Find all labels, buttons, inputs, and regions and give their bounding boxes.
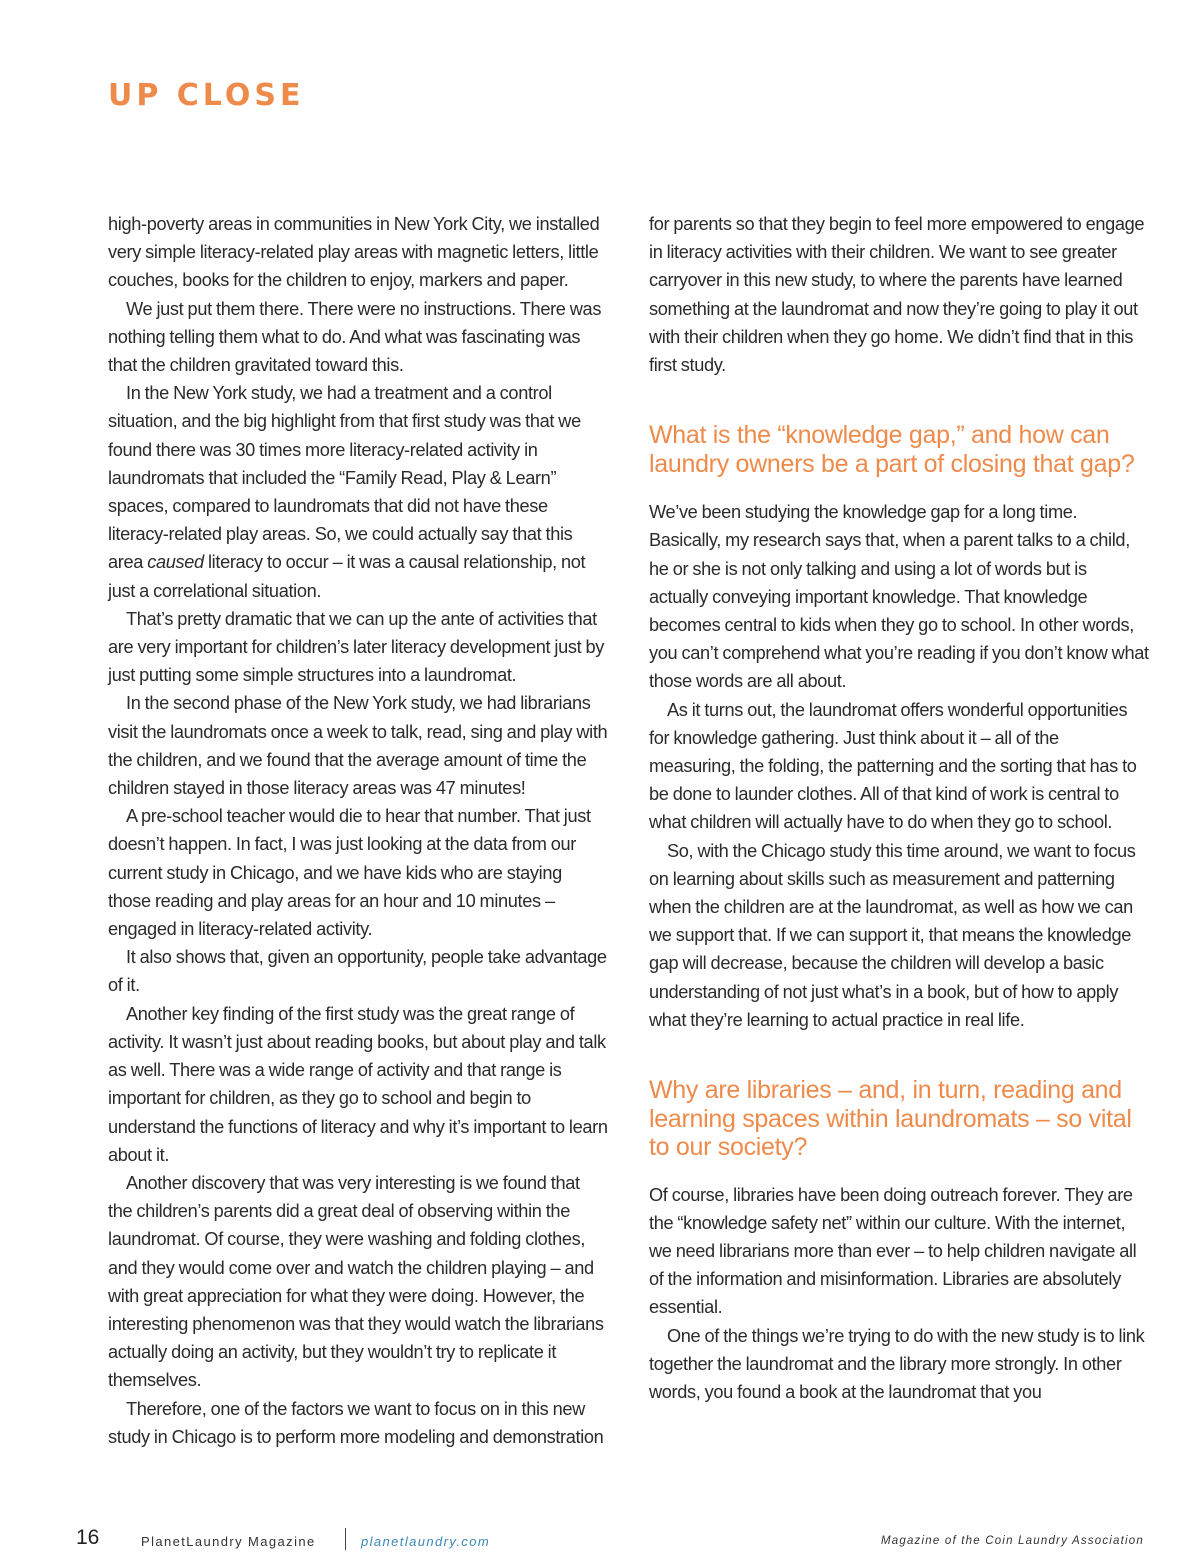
paragraph: for parents so that they begin to feel more empowered to engage in literacy activities with their children. We want to see greater carryover in this new study, to where the parents have learned something at the laundromat and now they’re going to play it out with their children when they go home. We didn’t find that in this first study. xyxy=(649,214,1145,376)
footer-divider xyxy=(345,1528,346,1550)
paragraph xyxy=(108,379,608,605)
paragraph: As it turns out, the laundromat offers wonderful opportunities for knowledge gathering. Just think about it – all of the measuring, the folding, the patterning and the sorting that has to be done to launder clothes. All of that kind of work is central to what children will actually have to do when they go to school. xyxy=(649,699,1137,833)
page-number: 16 xyxy=(76,1526,100,1549)
association-credit: Magazine of the Coin Laundry Association xyxy=(880,1535,1144,1547)
paragraph: In the second phase of the New York study, we had librarians visit the laundromats once a week to talk, read, sing and play with the children, and we found that the average amount of time the children stayed in those literacy areas was 47 minutes! xyxy=(108,693,608,799)
magazine-url-link[interactable]: planetlaundry.com xyxy=(361,1534,491,1549)
paragraph: A pre-school teacher would die to hear that number. That just doesn’t happen. In fact, I was just looking at the data from our current study in Chicago, and we have kids who are staying those reading and play areas for an hour and 10 minutes – engaged in literacy-related activity. xyxy=(108,806,591,940)
paragraph: high-poverty areas in communities in New York City, we installed very simple literacy-related play areas with magnetic letters, little couches, books for the children to enjoy, markers and paper. xyxy=(108,214,600,291)
magazine-name: PlanetLaundry Magazine xyxy=(141,1534,316,1549)
paragraph: One of the things we’re trying to do with the new study is to link together the laundromat and the library more strongly. In other words, you found a book at the laundromat that you xyxy=(649,1325,1145,1402)
subheading: Why are libraries – and, in turn, reading and learning spaces within laundromats – so vital to our society? xyxy=(649,1076,1132,1162)
paragraph: We just put them there. There were no instructions. There was nothing telling them what to do. And what was fascinating was that the children gravitated toward this. xyxy=(108,298,602,376)
paragraph-text: literacy to occur – it was a causal relationship, not just a correlational situation. xyxy=(108,552,586,601)
paragraph: Another key finding of the first study was the great range of activity. It wasn’t just about reading books, but about play and talk as well. There was a wide range of activity and that range is important for children, as they go to school and begin to understand the functions of literacy and why it’s important to learn about it. xyxy=(108,1003,608,1165)
page-footer xyxy=(0,1524,1200,1558)
paragraph: Of course, libraries have been doing outreach forever. They are the “knowledge safety net” within our culture. With the internet, we need librarians more than ever – to help children navigate all of the information and misinformation. Libraries are absolutely essential. xyxy=(649,1184,1137,1318)
emphasis-text: caused xyxy=(147,552,204,573)
left-column xyxy=(108,210,608,1451)
paragraph: We’ve been studying the knowledge gap for a long time. Basically, my research says that, when a parent talks to a child, he or she is not only talking and using a lot of words but is actually conveying important knowledge. That knowledge becomes central to kids when they go to school. In other words, you can’t comprehend what you’re reading if you don’t know what those words are all about. xyxy=(649,502,1149,692)
paragraph: So, with the Chicago study this time around, we want to focus on learning about skills such as measurement and patterning when the children are at the laundromat, as well as how we can we support that. If we can support it, that means the knowledge gap will decrease, because the children will develop a basic understanding of not just what’s in a book, but of how to apply what they’re learning to actual practice in real life. xyxy=(649,840,1136,1030)
section-tag: UP CLOSE xyxy=(108,78,305,113)
paragraph: Therefore, one of the factors we want to focus on in this new study in Chicago is to perform more modeling and demonstration xyxy=(108,1398,604,1447)
paragraph: Another discovery that was very interesting is we found that the children’s parents did a great deal of observing within the laundromat. Of course, they were washing and folding clothes, and they would come over and watch the children playing – and with great appreciation for what they were doing. However, the interesting phenomenon was that they would watch the librarians actually doing an activity, but they wouldn’t try to replicate it themselves. xyxy=(108,1172,604,1391)
paragraph-text: In the New York study, we had a treatment and a control situation, and the big highlight from that first study was that we found there was 30 times more literacy-related activity in laundromats that included the “Family Read, Play & Learn” spaces, compared to laundromats that did not have these literacy-related play areas. So, we could actually say that this area xyxy=(108,383,581,573)
paragraph: That’s pretty dramatic that we can up the ante of activities that are very important for children’s later literacy development just by just putting some simple structures into a laundromat. xyxy=(108,608,605,686)
subheading: What is the “knowledge gap,” and how can laundry owners be a part of closing that gap? xyxy=(649,421,1135,478)
paragraph: It also shows that, given an opportunity, people take advantage of it. xyxy=(108,947,607,996)
right-column xyxy=(649,210,1149,1406)
